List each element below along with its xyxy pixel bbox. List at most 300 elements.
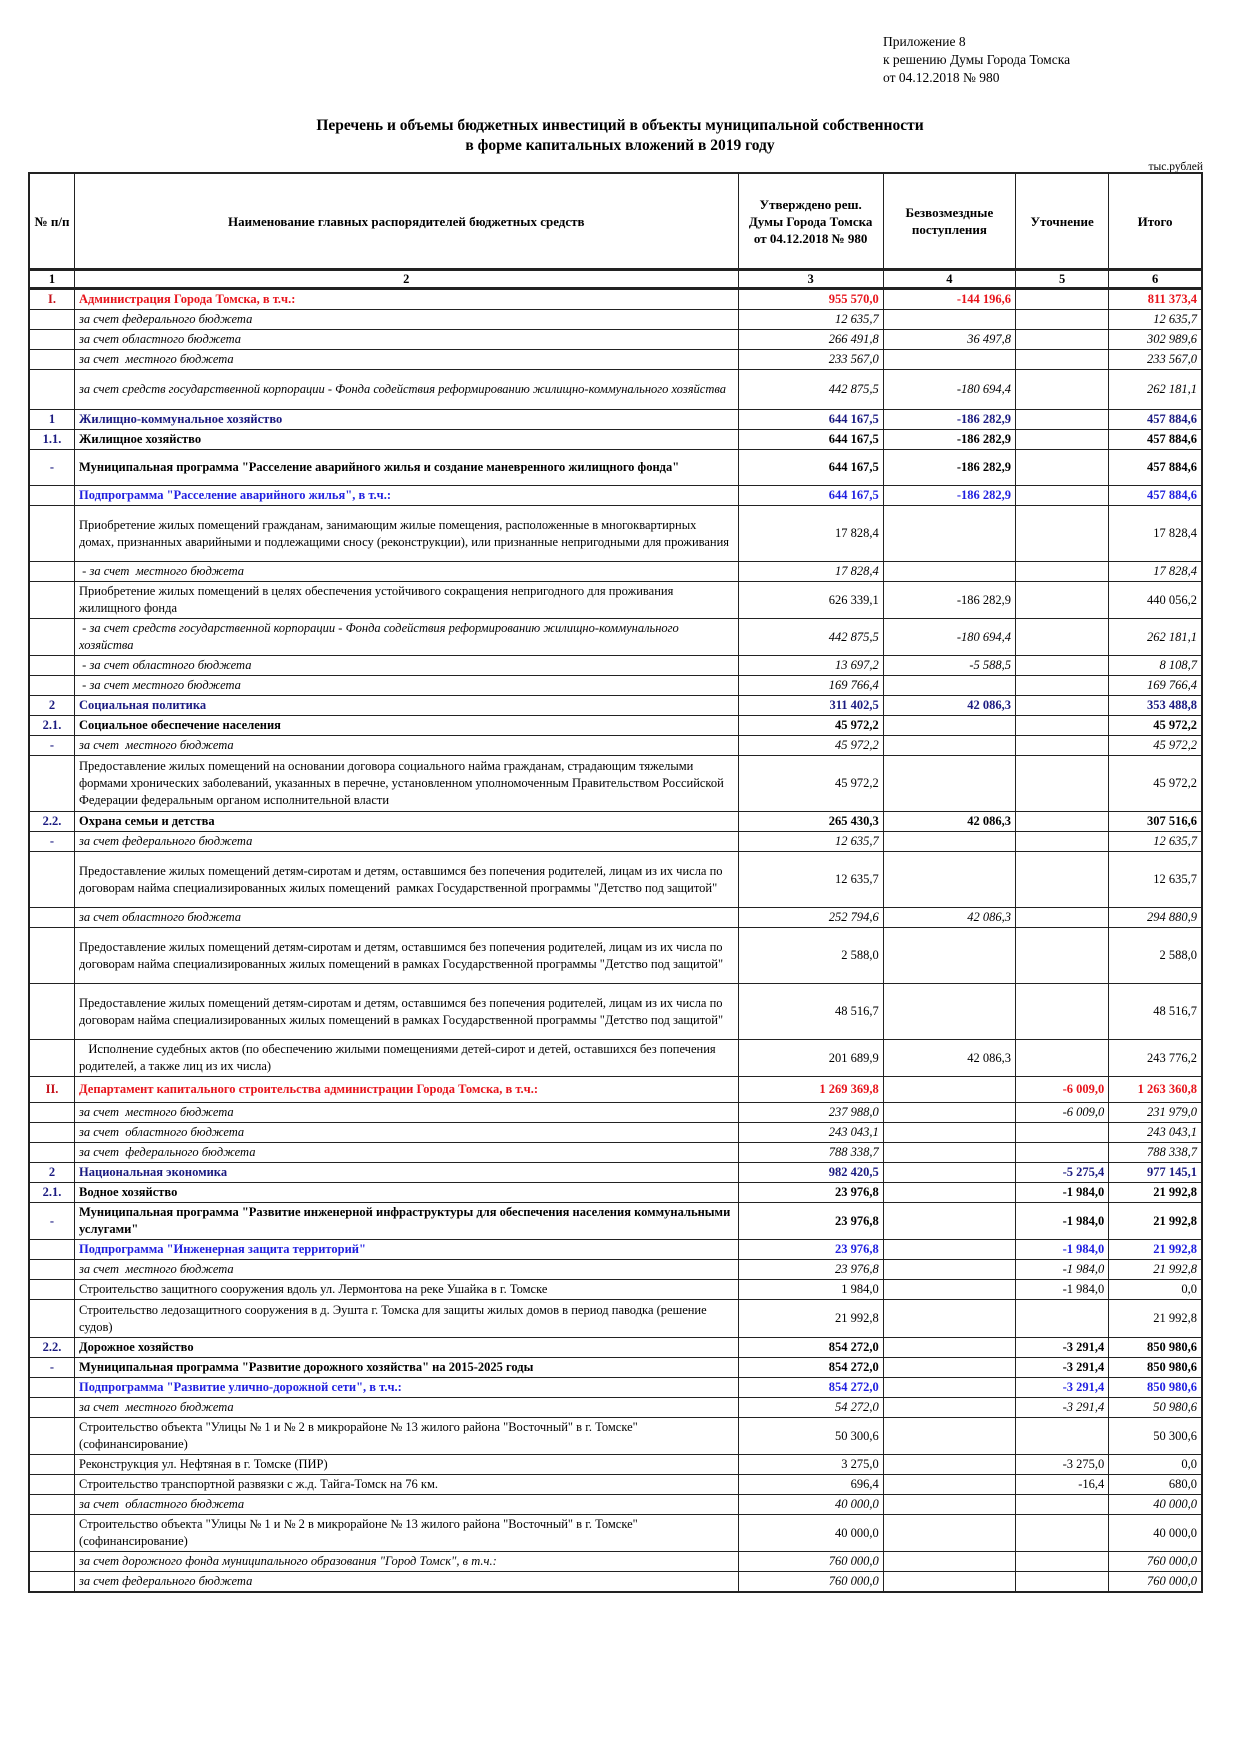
table-row: [29, 928, 1202, 984]
row-number: [29, 1552, 75, 1572]
row-number: [29, 310, 75, 330]
adjustment-value: [1016, 410, 1109, 430]
row-number: -: [29, 450, 75, 486]
row-number: [29, 506, 75, 562]
table-row: [29, 984, 1202, 1040]
row-name: за счет федерального бюджета: [75, 310, 738, 330]
row-number: [29, 562, 75, 582]
row-number: [29, 1455, 75, 1475]
row-name: за счет местного бюджета: [75, 350, 738, 370]
approved-value: 12 635,7: [738, 832, 883, 852]
adjustment-value: [1016, 486, 1109, 506]
grants-value: [883, 1203, 1015, 1240]
total-value: 243 776,2: [1109, 1040, 1202, 1077]
table-row: [29, 832, 1202, 852]
table-row: [29, 562, 1202, 582]
row-name: Социальная политика: [75, 696, 738, 716]
adjustment-value: -3 291,4: [1016, 1358, 1109, 1378]
total-value: 231 979,0: [1109, 1103, 1202, 1123]
row-name: за счет федерального бюджета: [75, 832, 738, 852]
row-name: Предоставление жилых помещений детям-сиротам и детям, оставшимся без попечения родителей, лицам из их числа по договорам найма специализированных жилых помещений в рамках Государственной программы "Детство под защитой": [75, 984, 738, 1040]
table-row: [29, 486, 1202, 506]
total-value: 233 567,0: [1109, 350, 1202, 370]
approved-value: 48 516,7: [738, 984, 883, 1040]
total-value: 12 635,7: [1109, 310, 1202, 330]
grants-value: [883, 1398, 1015, 1418]
total-value: 307 516,6: [1109, 812, 1202, 832]
approved-value: 40 000,0: [738, 1515, 883, 1552]
total-value: 850 980,6: [1109, 1358, 1202, 1378]
row-name: - за счет средств государственной корпорации - Фонда содействия реформированию жилищно-коммунального хозяйства: [75, 619, 738, 656]
col-num-4: 4: [883, 270, 1015, 289]
approved-value: 23 976,8: [738, 1183, 883, 1203]
total-value: 457 884,6: [1109, 450, 1202, 486]
table-row: [29, 716, 1202, 736]
table-row: [29, 619, 1202, 656]
row-number: [29, 1398, 75, 1418]
adjustment-value: [1016, 1040, 1109, 1077]
table-row: [29, 812, 1202, 832]
row-number: [29, 582, 75, 619]
total-value: 811 373,4: [1109, 289, 1202, 310]
row-number: -: [29, 832, 75, 852]
row-name: Водное хозяйство: [75, 1183, 738, 1203]
grants-value: [883, 1338, 1015, 1358]
row-number: -: [29, 1203, 75, 1240]
grants-value: [883, 1143, 1015, 1163]
row-number: 1: [29, 410, 75, 430]
table-row: [29, 1143, 1202, 1163]
approved-value: 54 272,0: [738, 1398, 883, 1418]
adjustment-value: [1016, 619, 1109, 656]
row-name: за счет областного бюджета: [75, 1495, 738, 1515]
approved-value: 17 828,4: [738, 506, 883, 562]
row-name: Дорожное хозяйство: [75, 1338, 738, 1358]
grants-value: 42 086,3: [883, 696, 1015, 716]
table-row: [29, 1203, 1202, 1240]
total-value: 440 056,2: [1109, 582, 1202, 619]
row-number: [29, 486, 75, 506]
adjustment-value: [1016, 928, 1109, 984]
row-number: [29, 1572, 75, 1593]
row-name: Исполнение судебных актов (по обеспечению жилыми помещениями детей-сирот и детей, оставшихся без попечения родителей, а также лиц из их числа): [75, 1040, 738, 1077]
row-name: Предоставление жилых помещений на основании договора социального найма гражданам, страдающим тяжелыми формами хронических заболеваний, указанных в перечне, установленном уполномоченным Правительством Российской Федерации федеральным органом исполнительной власти: [75, 756, 738, 812]
header-approved: Утверждено реш. Думы Города Томска от 04.12.2018 № 980: [738, 173, 883, 270]
approved-value: 2 588,0: [738, 928, 883, 984]
approved-value: 760 000,0: [738, 1552, 883, 1572]
table-row: [29, 370, 1202, 410]
grants-value: [883, 1455, 1015, 1475]
grants-value: -186 282,9: [883, 410, 1015, 430]
grants-value: [883, 676, 1015, 696]
approved-value: 644 167,5: [738, 410, 883, 430]
grants-value: [883, 832, 1015, 852]
adjustment-value: -3 275,0: [1016, 1455, 1109, 1475]
adjustment-value: [1016, 1572, 1109, 1593]
adjustment-value: [1016, 656, 1109, 676]
grants-value: 36 497,8: [883, 330, 1015, 350]
table-row: [29, 1300, 1202, 1338]
adjustment-value: [1016, 716, 1109, 736]
approved-value: 854 272,0: [738, 1338, 883, 1358]
grants-value: [883, 1572, 1015, 1593]
row-number: [29, 1280, 75, 1300]
approved-value: 169 766,4: [738, 676, 883, 696]
row-number: 2.2.: [29, 812, 75, 832]
row-name: за счет федерального бюджета: [75, 1143, 738, 1163]
appendix-note: [883, 33, 1070, 87]
row-name: Приобретение жилых помещений гражданам, занимающим жилые помещения, расположенные в многоквартирных домах, признанных аварийными и подлежащими сносу (реконструкции), или признанные непригодными для проживания: [75, 506, 738, 562]
table-row: [29, 450, 1202, 486]
total-value: 760 000,0: [1109, 1572, 1202, 1593]
table-row: [29, 1183, 1202, 1203]
table-row: [29, 756, 1202, 812]
approved-value: 1 984,0: [738, 1280, 883, 1300]
adjustment-value: [1016, 562, 1109, 582]
table-row: [29, 1552, 1202, 1572]
approved-value: 23 976,8: [738, 1260, 883, 1280]
approved-value: 252 794,6: [738, 908, 883, 928]
table-row: [29, 1040, 1202, 1077]
row-name: за счет местного бюджета: [75, 1398, 738, 1418]
approved-value: 442 875,5: [738, 619, 883, 656]
row-number: [29, 1240, 75, 1260]
total-value: 977 145,1: [1109, 1163, 1202, 1183]
total-value: 788 338,7: [1109, 1143, 1202, 1163]
adjustment-value: -3 291,4: [1016, 1378, 1109, 1398]
total-value: 45 972,2: [1109, 716, 1202, 736]
row-number: [29, 1040, 75, 1077]
row-name: Предоставление жилых помещений детям-сиротам и детям, оставшимся без попечения родителей, лицам из их числа по договорам найма специализированных жилых помещений рамках Государственной программы "Детство под защитой": [75, 852, 738, 908]
total-value: 0,0: [1109, 1455, 1202, 1475]
approved-value: 17 828,4: [738, 562, 883, 582]
appendix-line-2: к решению Думы Города Томска: [883, 52, 1071, 67]
row-name: за счет областного бюджета: [75, 1123, 738, 1143]
total-value: 457 884,6: [1109, 430, 1202, 450]
row-number: 2.1.: [29, 716, 75, 736]
adjustment-value: [1016, 370, 1109, 410]
total-value: 262 181,1: [1109, 370, 1202, 410]
adjustment-value: -5 275,4: [1016, 1163, 1109, 1183]
row-number: [29, 1300, 75, 1338]
approved-value: 788 338,7: [738, 1143, 883, 1163]
approved-value: 854 272,0: [738, 1378, 883, 1398]
adjustment-value: -16,4: [1016, 1475, 1109, 1495]
adjustment-value: [1016, 756, 1109, 812]
row-name: - за счет местного бюджета: [75, 676, 738, 696]
row-name: за счет средств государственной корпорации - Фонда содействия реформированию жилищно-коммунального хозяйства: [75, 370, 738, 410]
total-value: 12 635,7: [1109, 832, 1202, 852]
adjustment-value: [1016, 984, 1109, 1040]
adjustment-value: [1016, 289, 1109, 310]
title-line-2: в форме капитальных вложений в 2019 году: [465, 137, 775, 154]
row-name: Департамент капитального строительства администрации Города Томска, в т.ч.:: [75, 1077, 738, 1103]
table-row: [29, 736, 1202, 756]
grants-value: [883, 1300, 1015, 1338]
total-value: 353 488,8: [1109, 696, 1202, 716]
adjustment-value: [1016, 736, 1109, 756]
row-number: -: [29, 1358, 75, 1378]
table-row: [29, 410, 1202, 430]
adjustment-value: -1 984,0: [1016, 1280, 1109, 1300]
row-number: [29, 1515, 75, 1552]
row-name: Жилищно-коммунальное хозяйство: [75, 410, 738, 430]
table-row: [29, 1515, 1202, 1552]
total-value: 457 884,6: [1109, 410, 1202, 430]
total-value: 17 828,4: [1109, 506, 1202, 562]
grants-value: -186 282,9: [883, 582, 1015, 619]
row-name: Жилищное хозяйство: [75, 430, 738, 450]
grants-value: [883, 1475, 1015, 1495]
total-value: 45 972,2: [1109, 756, 1202, 812]
grants-value: [883, 1183, 1015, 1203]
table-row: [29, 1455, 1202, 1475]
grants-value: -180 694,4: [883, 370, 1015, 410]
table-body: [29, 289, 1202, 1593]
table-row: [29, 656, 1202, 676]
row-name: Реконструкция ул. Нефтяная в г. Томске (ПИР): [75, 1455, 738, 1475]
row-name: за счет местного бюджета: [75, 736, 738, 756]
adjustment-value: [1016, 330, 1109, 350]
row-number: [29, 852, 75, 908]
adjustment-value: [1016, 1300, 1109, 1338]
approved-value: 644 167,5: [738, 430, 883, 450]
grants-value: [883, 1495, 1015, 1515]
table-row: [29, 1572, 1202, 1593]
row-number: II.: [29, 1077, 75, 1103]
grants-value: [883, 984, 1015, 1040]
adjustment-value: [1016, 1495, 1109, 1515]
grants-value: [883, 1280, 1015, 1300]
adjustment-value: [1016, 506, 1109, 562]
table-row: [29, 1280, 1202, 1300]
approved-value: 696,4: [738, 1475, 883, 1495]
appendix-line-1: Приложение 8: [883, 34, 966, 49]
grants-value: -186 282,9: [883, 450, 1015, 486]
total-value: 760 000,0: [1109, 1552, 1202, 1572]
row-number: 1.1.: [29, 430, 75, 450]
approved-value: 12 635,7: [738, 310, 883, 330]
col-num-2: 2: [75, 270, 738, 289]
row-number: 2: [29, 696, 75, 716]
row-name: Муниципальная программа "Развитие дорожного хозяйства" на 2015-2025 годы: [75, 1358, 738, 1378]
adjustment-value: [1016, 350, 1109, 370]
table-row: [29, 1358, 1202, 1378]
row-name: за счет местного бюджета: [75, 1103, 738, 1123]
adjustment-value: [1016, 1418, 1109, 1455]
total-value: 8 108,7: [1109, 656, 1202, 676]
row-name: - за счет местного бюджета: [75, 562, 738, 582]
approved-value: 3 275,0: [738, 1455, 883, 1475]
row-name: Строительство ледозащитного сооружения в д. Эушта г. Томска для защиты жилых домов в период паводка (решение судов): [75, 1300, 738, 1338]
row-number: [29, 984, 75, 1040]
total-value: 169 766,4: [1109, 676, 1202, 696]
total-value: 1 263 360,8: [1109, 1077, 1202, 1103]
grants-value: [883, 350, 1015, 370]
approved-value: 982 420,5: [738, 1163, 883, 1183]
total-value: 294 880,9: [1109, 908, 1202, 928]
header-adjustment: Уточнение: [1016, 173, 1109, 270]
adjustment-value: [1016, 812, 1109, 832]
row-number: [29, 1418, 75, 1455]
grants-value: [883, 1103, 1015, 1123]
approved-value: 45 972,2: [738, 736, 883, 756]
approved-value: 644 167,5: [738, 486, 883, 506]
table-row: [29, 310, 1202, 330]
adjustment-value: [1016, 582, 1109, 619]
row-number: 2.1.: [29, 1183, 75, 1203]
row-number: [29, 1260, 75, 1280]
total-value: 243 043,1: [1109, 1123, 1202, 1143]
approved-value: 243 043,1: [738, 1123, 883, 1143]
row-name: за счет областного бюджета: [75, 330, 738, 350]
total-value: 50 300,6: [1109, 1418, 1202, 1455]
grants-value: [883, 1123, 1015, 1143]
header-grants: Безвозмездные поступления: [883, 173, 1015, 270]
total-value: 40 000,0: [1109, 1515, 1202, 1552]
row-number: [29, 1495, 75, 1515]
table-row: [29, 1418, 1202, 1455]
table-row: [29, 582, 1202, 619]
row-name: за счет дорожного фонда муниципального образования "Город Томск", в т.ч.:: [75, 1552, 738, 1572]
row-number: [29, 1123, 75, 1143]
grants-value: [883, 1552, 1015, 1572]
approved-value: 1 269 369,8: [738, 1077, 883, 1103]
grants-value: [883, 1077, 1015, 1103]
row-number: 2: [29, 1163, 75, 1183]
grants-value: [883, 1358, 1015, 1378]
table-row: [29, 1378, 1202, 1398]
row-name: Строительство объекта "Улицы № 1 и № 2 в микрорайоне № 13 жилого района "Восточный" в г. Томске" (софинансирование): [75, 1418, 738, 1455]
row-number: [29, 1475, 75, 1495]
row-name: Приобретение жилых помещений в целях обеспечения устойчивого сокращения непригодного для проживания жилищного фонда: [75, 582, 738, 619]
table-row: [29, 289, 1202, 310]
table-row: [29, 1260, 1202, 1280]
total-value: 21 992,8: [1109, 1300, 1202, 1338]
total-value: 850 980,6: [1109, 1378, 1202, 1398]
grants-value: [883, 852, 1015, 908]
total-value: 2 588,0: [1109, 928, 1202, 984]
adjustment-value: [1016, 1515, 1109, 1552]
table-row: [29, 676, 1202, 696]
table-row: [29, 1077, 1202, 1103]
total-value: 850 980,6: [1109, 1338, 1202, 1358]
approved-value: 854 272,0: [738, 1358, 883, 1378]
title-line-1: Перечень и объемы бюджетных инвестиций в объекты муниципальной собственности: [316, 117, 924, 134]
adjustment-value: [1016, 450, 1109, 486]
adjustment-value: [1016, 696, 1109, 716]
document-title: [0, 116, 1240, 156]
row-number: [29, 1103, 75, 1123]
approved-value: 237 988,0: [738, 1103, 883, 1123]
row-number: [29, 928, 75, 984]
total-value: 262 181,1: [1109, 619, 1202, 656]
grants-value: [883, 310, 1015, 330]
grants-value: [883, 562, 1015, 582]
grants-value: -144 196,6: [883, 289, 1015, 310]
total-value: 21 992,8: [1109, 1203, 1202, 1240]
header-no: № п/п: [29, 173, 75, 270]
table-row: [29, 1495, 1202, 1515]
row-name: Муниципальная программа "Развитие инженерной инфраструктуры для обеспечения населения коммунальными услугами": [75, 1203, 738, 1240]
table-row: [29, 1338, 1202, 1358]
row-name: Предоставление жилых помещений детям-сиротам и детям, оставшимся без попечения родителей, лицам из их числа по договорам найма специализированных жилых помещений в рамках Государственной программы "Детство под защитой": [75, 928, 738, 984]
approved-value: 626 339,1: [738, 582, 883, 619]
grants-value: [883, 716, 1015, 736]
column-numbers-row: [29, 270, 1202, 289]
units-label: тыс.рублей: [1148, 161, 1203, 173]
row-number: [29, 908, 75, 928]
row-name: Строительство объекта "Улицы № 1 и № 2 в микрорайоне № 13 жилого района "Восточный" в г. Томске" (софинансирование): [75, 1515, 738, 1552]
adjustment-value: [1016, 676, 1109, 696]
table-row: [29, 430, 1202, 450]
grants-value: [883, 736, 1015, 756]
adjustment-value: -1 984,0: [1016, 1183, 1109, 1203]
approved-value: 13 697,2: [738, 656, 883, 676]
grants-value: 42 086,3: [883, 1040, 1015, 1077]
approved-value: 311 402,5: [738, 696, 883, 716]
col-num-6: 6: [1109, 270, 1202, 289]
table-row: [29, 1163, 1202, 1183]
approved-value: 442 875,5: [738, 370, 883, 410]
grants-value: 42 086,3: [883, 908, 1015, 928]
table-row: [29, 1103, 1202, 1123]
table-row: [29, 1475, 1202, 1495]
adjustment-value: [1016, 832, 1109, 852]
row-name: - за счет областного бюджета: [75, 656, 738, 676]
row-number: [29, 676, 75, 696]
total-value: 40 000,0: [1109, 1495, 1202, 1515]
row-name: Строительство транспортной развязки с ж.д. Тайга-Томск на 76 км.: [75, 1475, 738, 1495]
adjustment-value: -3 291,4: [1016, 1338, 1109, 1358]
adjustment-value: [1016, 1143, 1109, 1163]
grants-value: -5 588,5: [883, 656, 1015, 676]
grants-value: [883, 756, 1015, 812]
table-row: [29, 908, 1202, 928]
total-value: 45 972,2: [1109, 736, 1202, 756]
adjustment-value: -1 984,0: [1016, 1203, 1109, 1240]
table-row: [29, 696, 1202, 716]
approved-value: 45 972,2: [738, 756, 883, 812]
grants-value: [883, 928, 1015, 984]
total-value: 21 992,8: [1109, 1240, 1202, 1260]
row-number: [29, 1378, 75, 1398]
grants-value: -186 282,9: [883, 430, 1015, 450]
appendix-line-3: от 04.12.2018 № 980: [883, 70, 1000, 85]
row-number: [29, 656, 75, 676]
total-value: 48 516,7: [1109, 984, 1202, 1040]
approved-value: 266 491,8: [738, 330, 883, 350]
table-row: [29, 350, 1202, 370]
approved-value: 40 000,0: [738, 1495, 883, 1515]
col-num-3: 3: [738, 270, 883, 289]
approved-value: 50 300,6: [738, 1418, 883, 1455]
row-name: Муниципальная программа "Расселение аварийного жилья и создание маневренного жилищного фонда": [75, 450, 738, 486]
grants-value: [883, 1418, 1015, 1455]
adjustment-value: -3 291,4: [1016, 1398, 1109, 1418]
approved-value: 644 167,5: [738, 450, 883, 486]
adjustment-value: [1016, 430, 1109, 450]
grants-value: [883, 1378, 1015, 1398]
row-name: за счет федерального бюджета: [75, 1572, 738, 1593]
row-number: [29, 619, 75, 656]
investment-table: [28, 172, 1203, 1593]
row-number: -: [29, 736, 75, 756]
approved-value: 233 567,0: [738, 350, 883, 370]
approved-value: 12 635,7: [738, 852, 883, 908]
row-name: Администрация Города Томска, в т.ч.:: [75, 289, 738, 310]
col-num-1: 1: [29, 270, 75, 289]
